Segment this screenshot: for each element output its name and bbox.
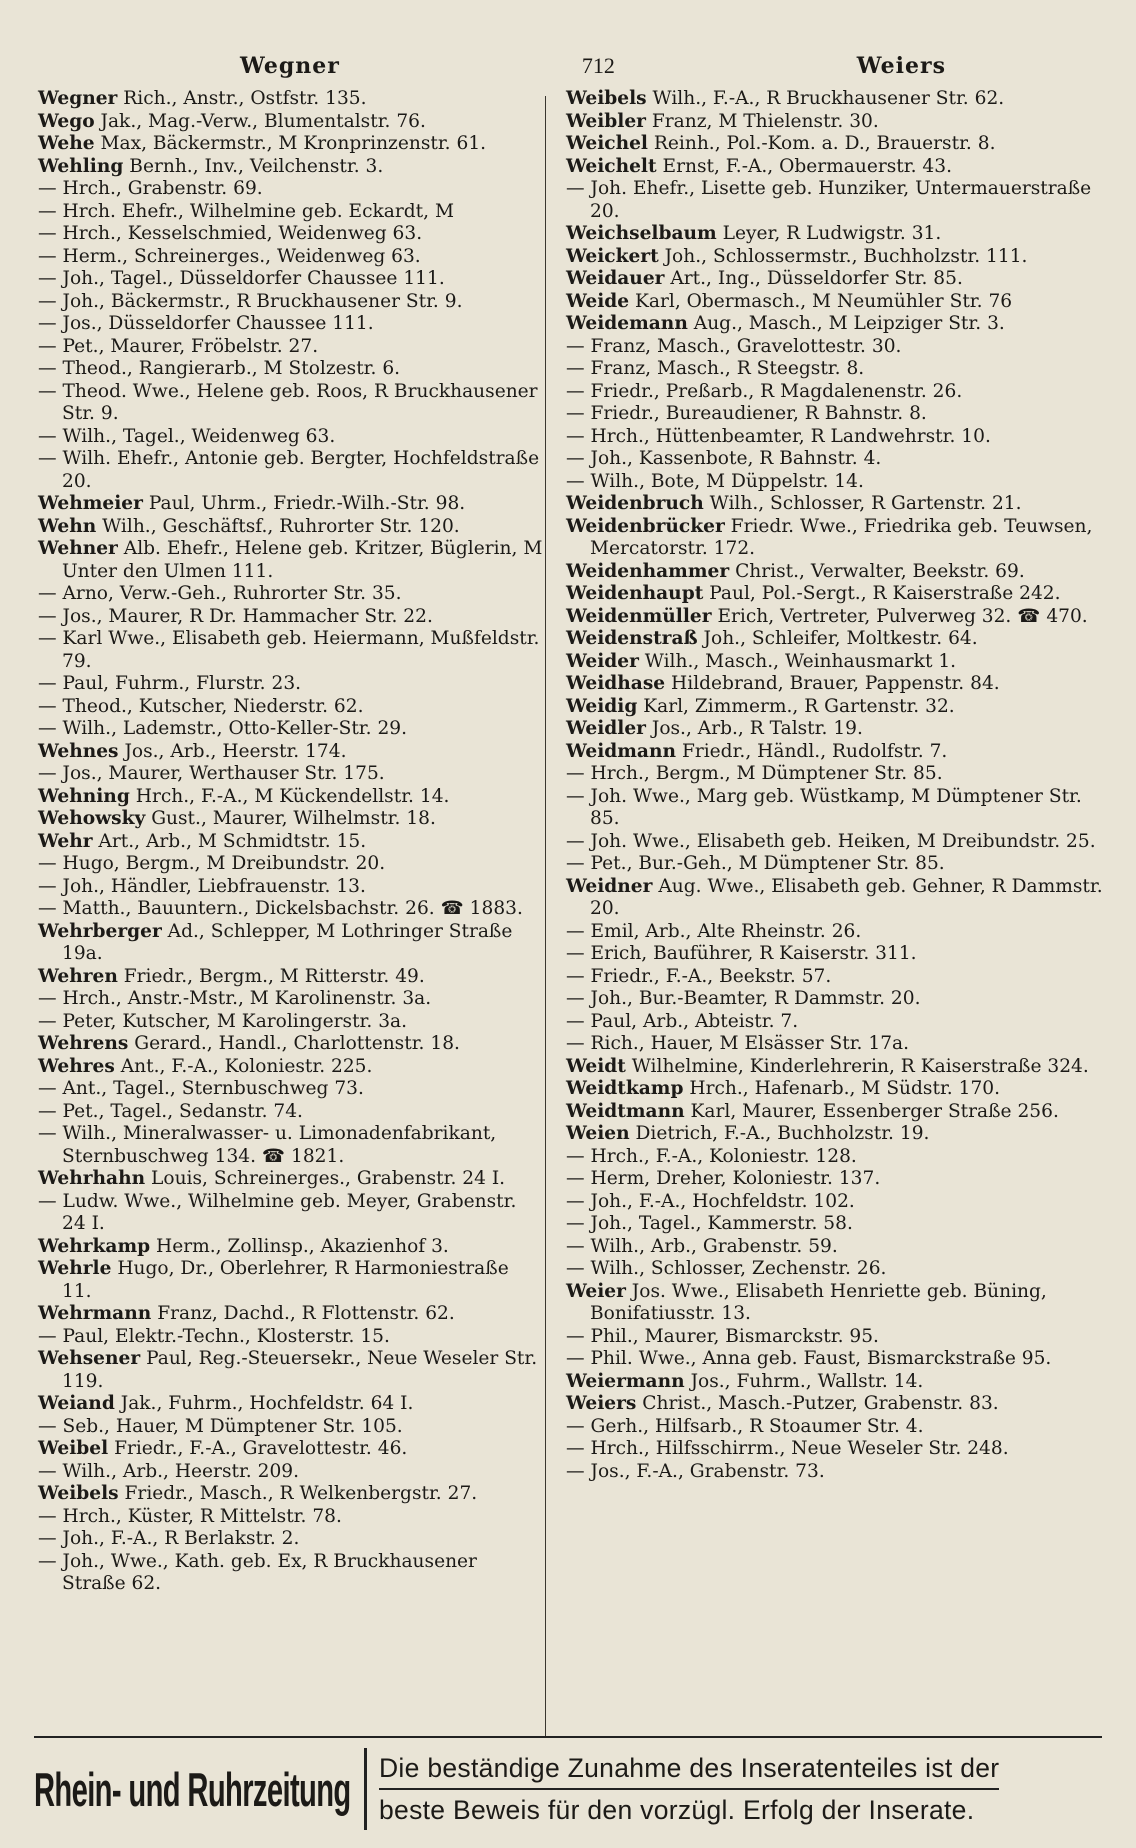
entry-details: — Hrch., Grabenstr. 69. (38, 178, 263, 199)
entry-surname: Wehrhahn (38, 1168, 146, 1189)
entry-details: Hrch., Hafenarb., M Südstr. 170. (683, 1078, 1001, 1099)
directory-entry (38, 1191, 543, 1236)
entry-surname: Weidauer (566, 268, 665, 289)
entry-details: Erich, Vertreter, Pulverweg 32. ☎ 470. (711, 605, 1088, 627)
entry-details: — Jos., Maurer, Werthauser Str. 175. (38, 763, 385, 784)
directory-entry (566, 1281, 1106, 1326)
entry-surname: Weidig (566, 695, 638, 717)
entry-surname: Wehrle (38, 1258, 112, 1279)
directory-entry (566, 943, 1106, 966)
entry-details: — Rich., Hauer, M Elsässer Str. 17a. (566, 1033, 910, 1054)
directory-entry (566, 358, 1106, 381)
directory-entry (566, 88, 1106, 111)
entry-surname: Wehling (38, 155, 124, 177)
directory-entry (38, 921, 543, 966)
page-number: 712 (581, 53, 615, 78)
directory-entry (38, 1303, 543, 1326)
entry-details: — Joh., F.-A., R Berlakstr. 2. (38, 1528, 300, 1549)
entry-surname: Wehrberger (38, 920, 162, 942)
entry-details: Paul, Uhrm., Friedr.-Wilh.-Str. 98. (142, 493, 466, 514)
directory-entry (38, 876, 543, 899)
entry-details: — Seb., Hauer, M Dümptener Str. 105. (38, 1415, 403, 1437)
entry-details: — Joh. Wwe., Marg geb. Wüstkamp, M Dümptener Str. 85. (566, 785, 1082, 829)
entry-details: — Friedr., Bureaudiener, R Bahnstr. 8. (566, 403, 927, 424)
entry-surname: Wehrmann (38, 1303, 152, 1324)
directory-entry (38, 1236, 543, 1259)
directory-entry (38, 606, 543, 629)
directory-entry (38, 1393, 543, 1416)
directory-entry (566, 606, 1106, 629)
entry-details: — Wilh., Arb., Heerstr. 209. (38, 1460, 300, 1482)
entry-details: — Hrch., Hüttenbeamter, R Landwehrstr. 10. (566, 425, 991, 447)
entry-surname: Weibler (566, 110, 646, 132)
directory-entry (566, 1416, 1106, 1439)
entry-details: — Matth., Bauuntern., Dickelsbachstr. 26. ☎ 1883. (38, 898, 523, 919)
directory-entry (38, 178, 543, 201)
entry-details: — Joh., Bäckermstr., R Bruckhausener Str. 9. (38, 290, 463, 312)
directory-entry (38, 1011, 543, 1034)
directory-entry (566, 246, 1106, 269)
entry-details: Franz, Dachd., R Flottenstr. 62. (151, 1303, 455, 1324)
entry-details: Friedr., Bergm., M Ritterstr. 49. (117, 965, 425, 987)
entry-surname: Weiers (566, 1393, 637, 1414)
directory-entry (566, 1258, 1106, 1281)
directory-entry (566, 336, 1106, 359)
entry-surname: Weidmann (566, 740, 677, 762)
directory-entry (566, 628, 1106, 651)
entry-details: Aug., Masch., M Leipziger Str. 3. (687, 313, 1005, 334)
directory-entry (38, 201, 543, 224)
entry-details: — Friedr., F.-A., Beekstr. 57. (566, 965, 832, 987)
directory-entry (38, 1056, 543, 1079)
entry-details: Wilh., F.-A., R Bruckhausener Str. 62. (646, 88, 1005, 109)
entry-details: Friedr., F.-A., Gravelottestr. 46. (108, 1438, 408, 1459)
entry-details: — Theod. Wwe., Helene geb. Roos, R Bruckhausener Str. 9. (38, 380, 538, 424)
entry-details: Jak., Mag.-Verw., Blumentalstr. 76. (94, 110, 426, 132)
entry-details: — Phil. Wwe., Anna geb. Faust, Bismarckstraße 95. (566, 1348, 1052, 1369)
entry-details: — Hrch. Ehefr., Wilhelmine geb. Eckardt, M (38, 200, 454, 222)
directory-entry (38, 426, 543, 449)
entry-details: — Friedr., Preßarb., R Magdalenenstr. 26. (566, 380, 963, 402)
entry-details: — Erich, Bauführer, R Kaiserstr. 311. (566, 943, 917, 964)
directory-entry (566, 741, 1106, 764)
entry-details: Ernst, F.-A., Obermauerstr. 43. (656, 155, 953, 177)
entry-details: — Emil, Arb., Alte Rheinstr. 26. (566, 920, 862, 942)
entry-details: — Wilh. Ehefr., Antonie geb. Bergter, Hochfeldstraße 20. (38, 448, 540, 492)
entry-details: — Wilh., Arb., Grabenstr. 59. (566, 1235, 838, 1257)
directory-entry (38, 358, 543, 381)
directory-entry (38, 291, 543, 314)
entry-details: — Joh. Wwe., Elisabeth geb. Heiken, M Dreibundstr. 25. (566, 830, 1096, 852)
entry-details: Jos., Arb., Heerstr. 174. (118, 740, 347, 762)
directory-entry (38, 1551, 543, 1596)
directory-entry (566, 156, 1106, 179)
entry-surname: Weiand (38, 1393, 115, 1414)
entry-details: Gerard., Handl., Charlottenstr. 18. (128, 1033, 460, 1054)
directory-entry (38, 988, 543, 1011)
entry-surname: Wehrens (38, 1033, 129, 1054)
entry-details: Christ., Masch.-Putzer, Grabenstr. 83. (636, 1393, 999, 1414)
directory-entry (38, 831, 543, 854)
entry-surname: Wehner (38, 538, 118, 559)
entry-details: — Pet., Maurer, Fröbelstr. 27. (38, 335, 319, 357)
entry-details: — Hrch., Kesselschmied, Weidenweg 63. (38, 223, 423, 244)
entry-details: Hildebrand, Brauer, Pappenstr. 84. (665, 673, 1000, 694)
entry-details: — Hrch., F.-A., Koloniestr. 128. (566, 1145, 857, 1167)
entry-details: — Franz, Masch., R Steegstr. 8. (566, 358, 865, 379)
entry-details: — Hrch., Hilfsschirrm., Neue Weseler Str. 248. (566, 1438, 1009, 1459)
column-divider (545, 96, 546, 1736)
entry-surname: Weien (566, 1123, 630, 1144)
entry-details: Art., Arb., M Schmidtstr. 15. (92, 830, 367, 852)
entry-surname: Wehren (38, 965, 118, 987)
entry-details: — Paul, Fuhrm., Flurstr. 23. (38, 673, 302, 694)
directory-entry (38, 156, 543, 179)
directory-entry (566, 763, 1106, 786)
entry-details: Max, Bäckermstr., M Kronprinzenstr. 61. (94, 133, 487, 154)
entry-details: Alb. Ehefr., Helene geb. Kritzer, Büglerin, M Unter den Ulmen 111. (62, 538, 543, 582)
directory-entry (566, 876, 1106, 921)
entry-surname: Weichelt (566, 155, 657, 177)
entry-surname: Weidenmüller (566, 605, 712, 627)
directory-entry (38, 336, 543, 359)
entry-details: Karl, Maurer, Essenberger Straße 256. (684, 1100, 1059, 1122)
directory-entry (566, 403, 1106, 426)
directory-entry (566, 1438, 1106, 1461)
entry-details: Ant., F.-A., Koloniestr. 225. (114, 1055, 373, 1077)
directory-entry (566, 178, 1106, 223)
directory-entry (38, 1033, 543, 1056)
entry-surname: Wego (38, 110, 95, 132)
entry-surname: Wehn (38, 515, 97, 537)
directory-entry (38, 786, 543, 809)
header-right-keyword: Weiers (856, 53, 946, 79)
entry-details: Gust., Maurer, Wilhelmstr. 18. (145, 808, 436, 829)
entry-details: Joh., Schleifer, Moltkestr. 64. (697, 628, 978, 649)
entry-details: — Pet., Bur.-Geh., M Dümptener Str. 85. (566, 853, 945, 874)
entry-details: — Joh., Händler, Liebfrauenstr. 13. (38, 875, 366, 897)
directory-entry (566, 133, 1106, 156)
ad-text (379, 1748, 999, 1830)
entry-surname: Weider (566, 650, 639, 672)
entry-details: Friedr. Wwe., Friedrika geb. Teuwsen, Mercatorstr. 172. (590, 515, 1093, 559)
directory-entry (38, 763, 543, 786)
entry-surname: Weier (566, 1280, 626, 1302)
directory-entry (38, 111, 543, 134)
entry-details: Jak., Fuhrm., Hochfeldstr. 64 I. (114, 1393, 414, 1414)
entry-surname: Weidner (566, 875, 653, 897)
directory-entry (566, 1101, 1106, 1124)
entry-details: Franz, M Thielenstr. 30. (645, 110, 879, 132)
entry-details: — Hrch., Küster, R Mittelstr. 78. (38, 1505, 342, 1527)
directory-entry (38, 268, 543, 291)
directory-entry (566, 1168, 1106, 1191)
entry-details: Jos., Arb., R Talstr. 19. (645, 718, 863, 739)
entry-details: — Ludw. Wwe., Wilhelmine geb. Meyer, Grabenstr. 24 I. (38, 1190, 517, 1234)
directory-entry (566, 988, 1106, 1011)
entry-details: Ad., Schlepper, M Lothringer Straße 19a. (62, 920, 513, 964)
directory-entry (38, 538, 543, 583)
entry-details: — Herm., Schreinerges., Weidenweg 63. (38, 245, 421, 267)
directory-entry (566, 1236, 1106, 1259)
directory-entry (38, 246, 543, 269)
entry-details: — Wilh., Lademstr., Otto-Keller-Str. 29. (38, 718, 408, 739)
entry-details: Wilh., Schlosser, R Gartenstr. 21. (703, 493, 1022, 514)
directory-entry (38, 966, 543, 989)
entry-details: Reinh., Pol.-Kom. a. D., Brauerstr. 8. (648, 133, 996, 154)
directory-entry (38, 718, 543, 741)
entry-surname: Wehres (38, 1055, 115, 1077)
entry-surname: Wehrkamp (38, 1235, 151, 1257)
directory-entry (566, 223, 1106, 246)
directory-entry (38, 1123, 543, 1168)
directory-entry (566, 1033, 1106, 1056)
entry-surname: Weidhase (566, 673, 666, 694)
entry-details: — Jos., Maurer, R Dr. Hammacher Str. 22. (38, 605, 433, 627)
directory-entry (38, 1101, 543, 1124)
entry-details: Art., Ing., Düsseldorfer Str. 85. (664, 268, 963, 289)
entry-surname: Wegner (38, 88, 118, 109)
header-left-keyword: Wegner (240, 53, 340, 79)
directory-entry (38, 516, 543, 539)
directory-entry (566, 561, 1106, 584)
directory-entry (566, 448, 1106, 471)
entry-details: — Joh., Kassenbote, R Bahnstr. 4. (566, 448, 882, 469)
entry-surname: Wehsener (38, 1348, 141, 1369)
directory-entry (566, 853, 1106, 876)
directory-entry (566, 1348, 1106, 1371)
entry-details: — Joh., F.-A., Hochfeldstr. 102. (566, 1190, 855, 1212)
entry-details: — Wilh., Schlosser, Zechenstr. 26. (566, 1258, 887, 1279)
entry-details: Friedr., Händl., Rudolfstr. 7. (676, 740, 948, 762)
directory-entry (38, 133, 543, 156)
entry-details: Jos. Wwe., Elisabeth Henriette geb. Büning, Bonifatiusstr. 13. (590, 1280, 1047, 1324)
entry-details: — Joh., Tagel., Kammerstr. 58. (566, 1213, 853, 1234)
directory-entry (38, 1168, 543, 1191)
entry-details: — Karl Wwe., Elisabeth geb. Heiermann, Mußfeldstr. 79. (38, 628, 540, 672)
directory-entry (566, 111, 1106, 134)
directory-entry (566, 696, 1106, 719)
entry-surname: Weidenstraß (566, 628, 698, 649)
directory-entry (566, 831, 1106, 854)
directory-entry (566, 1078, 1106, 1101)
entry-details: — Phil., Maurer, Bismarckstr. 95. (566, 1325, 879, 1347)
entry-details: Friedr., Masch., R Welkenbergstr. 27. (118, 1483, 478, 1504)
directory-entry (566, 1326, 1106, 1349)
entry-details: — Hugo, Bergm., M Dreibundstr. 20. (38, 853, 386, 874)
entry-surname: Wehnes (38, 740, 119, 762)
directory-entry (566, 651, 1106, 674)
entry-details: Paul, Pol.-Sergt., R Kaiserstraße 242. (703, 583, 1061, 604)
directory-entry (38, 223, 543, 246)
directory-entry (566, 1123, 1106, 1146)
entry-surname: Wehmeier (38, 493, 143, 514)
directory-entry (38, 673, 543, 696)
directory-entry (38, 493, 543, 516)
entry-details: — Theod., Kutscher, Niederstr. 62. (38, 695, 364, 717)
directory-entry (566, 381, 1106, 404)
entry-surname: Wehr (38, 830, 93, 852)
ad-line-1: Die beständige Zunahme des Inseratenteiles ist der (379, 1753, 1000, 1783)
entry-details: — Hrch., Bergm., M Dümptener Str. 85. (566, 763, 943, 784)
directory-entry (38, 1416, 543, 1439)
directory-entry (566, 786, 1106, 831)
directory-entry (566, 1371, 1106, 1394)
directory-entry (566, 493, 1106, 516)
entry-details: — Ant., Tagel., Sternbuschweg 73. (38, 1078, 364, 1099)
directory-entry (38, 1326, 543, 1349)
ad-logo: Rhein- und Ruhrzeitung (34, 1762, 351, 1816)
entry-details: Karl, Obermasch., M Neumühler Str. 76 (629, 290, 1013, 312)
entry-surname: Weiermann (566, 1370, 685, 1392)
directory-entry (38, 898, 543, 921)
entry-surname: Weickert (566, 245, 659, 267)
entry-details: Christ., Verwalter, Beekstr. 69. (729, 560, 1025, 582)
directory-entry (566, 1393, 1106, 1416)
directory-entry (566, 471, 1106, 494)
directory-entry (38, 1348, 543, 1393)
entry-surname: Weidenhammer (566, 560, 730, 582)
entry-surname: Weidtmann (566, 1100, 685, 1122)
entry-details: — Joh., Bur.-Beamter, R Dammstr. 20. (566, 988, 921, 1009)
directory-entry (38, 583, 543, 606)
ad-top-rule (34, 1736, 1102, 1738)
directory-entry (566, 426, 1106, 449)
entry-surname: Weibel (38, 1438, 109, 1459)
entry-surname: Weidler (566, 718, 646, 739)
entry-surname: Weidtkamp (566, 1078, 684, 1099)
directory-entry (38, 1258, 543, 1303)
entry-details: Rich., Anstr., Ostfstr. 135. (117, 88, 367, 109)
entry-details: Louis, Schreinerges., Grabenstr. 24 I. (145, 1168, 506, 1189)
entry-details: Bernh., Inv., Veilchenstr. 3. (123, 155, 384, 177)
entry-details: Aug. Wwe., Elisabeth geb. Gehner, R Dammstr. 20. (590, 875, 1103, 919)
directory-entry (566, 313, 1106, 336)
entry-details: Dietrich, F.-A., Buchholzstr. 19. (629, 1123, 930, 1144)
directory-entry (38, 1438, 543, 1461)
directory-entry (38, 448, 543, 493)
directory-entry (566, 718, 1106, 741)
directory-entry (38, 1461, 543, 1484)
directory-entry (38, 696, 543, 719)
directory-entry (38, 1078, 543, 1101)
entry-details: — Herm, Dreher, Koloniestr. 137. (566, 1168, 881, 1189)
entry-surname: Wehe (38, 133, 95, 154)
entry-details: Jos., Fuhrm., Wallstr. 14. (684, 1370, 924, 1392)
entry-details: — Joh., Wwe., Kath. geb. Ex, R Bruckhausener Straße 62. (38, 1550, 477, 1594)
ad-line-2: beste Beweis für den vorzügl. Erfolg der Inserate. (379, 1788, 999, 1830)
directory-entry (566, 583, 1106, 606)
directory-entry (38, 808, 543, 831)
directory-entry (566, 516, 1106, 561)
entry-details: — Pet., Tagel., Sedanstr. 74. (38, 1100, 303, 1122)
entry-surname: Weidenbruch (566, 493, 704, 514)
directory-entry (38, 628, 543, 673)
entry-surname: Weidt (566, 1055, 626, 1077)
entry-surname: Weibels (566, 88, 647, 109)
entry-details: — Hrch., Anstr.-Mstr., M Karolinenstr. 3a. (38, 988, 432, 1009)
entry-details: — Gerh., Hilfsarb., R Stoaumer Str. 4. (566, 1415, 924, 1437)
directory-entry (38, 853, 543, 876)
entry-surname: Weichselbaum (566, 223, 717, 244)
entry-details: Herm., Zollinsp., Akazienhof 3. (150, 1235, 449, 1257)
directory-entry (38, 313, 543, 336)
entry-surname: Weichel (566, 133, 648, 154)
entry-surname: Weide (566, 290, 630, 312)
entry-details: — Paul, Arb., Abteistr. 7. (566, 1010, 799, 1032)
directory-entry (566, 966, 1106, 989)
entry-details: Hrch., F.-A., M Kückendellstr. 14. (129, 785, 450, 807)
entry-details: Joh., Schlossermstr., Buchholzstr. 111. (658, 245, 1028, 267)
directory-entry (38, 88, 543, 111)
directory-entry (38, 741, 543, 764)
entry-details: — Jos., Düsseldorfer Chaussee 111. (38, 313, 374, 334)
entry-details: — Wilh., Bote, M Düppelstr. 14. (566, 470, 864, 492)
directory-entry (566, 673, 1106, 696)
directory-entry (566, 1461, 1106, 1484)
entry-details: — Peter, Kutscher, M Karolingerstr. 3a. (38, 1010, 408, 1032)
entry-details: Wilh., Geschäftsf., Ruhrorter Str. 120. (96, 515, 460, 537)
directory-entry (38, 1483, 543, 1506)
entry-details: Hugo, Dr., Oberlehrer, R Harmoniestraße 11. (62, 1258, 509, 1302)
entry-details: Paul, Reg.-Steuersekr., Neue Weseler Str. 119. (62, 1348, 538, 1392)
directory-entry (566, 268, 1106, 291)
entry-details: — Joh., Tagel., Düsseldorfer Chaussee 111. (38, 268, 445, 289)
entry-details: — Joh. Ehefr., Lisette geb. Hunziker, Untermauerstraße 20. (566, 178, 1092, 222)
entry-details: Leyer, R Ludwigstr. 31. (716, 223, 942, 244)
entry-details: — Wilh., Mineralwasser- u. Limonadenfabrikant, Sternbuschweg 134. ☎ 1821. (38, 1123, 497, 1167)
entry-surname: Wehning (38, 785, 130, 807)
entry-details: — Arno, Verw.-Geh., Ruhrorter Str. 35. (38, 583, 402, 604)
entry-details: Wilh., Masch., Weinhausmarkt 1. (638, 650, 957, 672)
left-column (38, 88, 543, 1596)
directory-entry (38, 1528, 543, 1551)
directory-entry (566, 1056, 1106, 1079)
directory-entry (566, 1191, 1106, 1214)
entry-surname: Weidemann (566, 313, 688, 334)
directory-entry (38, 1506, 543, 1529)
directory-entry (566, 1213, 1106, 1236)
entry-details: — Paul, Elektr.-Techn., Klosterstr. 15. (38, 1325, 390, 1347)
entry-surname: Wehowsky (38, 808, 146, 829)
entry-details: — Theod., Rangierarb., M Stolzestr. 6. (38, 358, 401, 379)
entry-surname: Weidenhaupt (566, 583, 704, 604)
entry-details: — Franz, Masch., Gravelottestr. 30. (566, 335, 902, 357)
entry-surname: Weibels (38, 1483, 119, 1504)
directory-entry (38, 381, 543, 426)
entry-surname: Weidenbrücker (566, 515, 725, 537)
advertisement (34, 1742, 1102, 1836)
right-column (566, 88, 1106, 1483)
page-header (40, 46, 1096, 86)
directory-entry (566, 291, 1106, 314)
directory-entry (566, 1146, 1106, 1169)
entry-details: — Wilh., Tagel., Weidenweg 63. (38, 425, 336, 447)
entry-details: Wilhelmine, Kinderlehrerin, R Kaiserstraße 324. (625, 1055, 1089, 1077)
ad-separator (364, 1748, 367, 1830)
entry-details: Karl, Zimmerm., R Gartenstr. 32. (637, 695, 955, 717)
directory-entry (566, 1011, 1106, 1034)
entry-details: — Jos., F.-A., Grabenstr. 73. (566, 1460, 825, 1482)
directory-entry (566, 921, 1106, 944)
